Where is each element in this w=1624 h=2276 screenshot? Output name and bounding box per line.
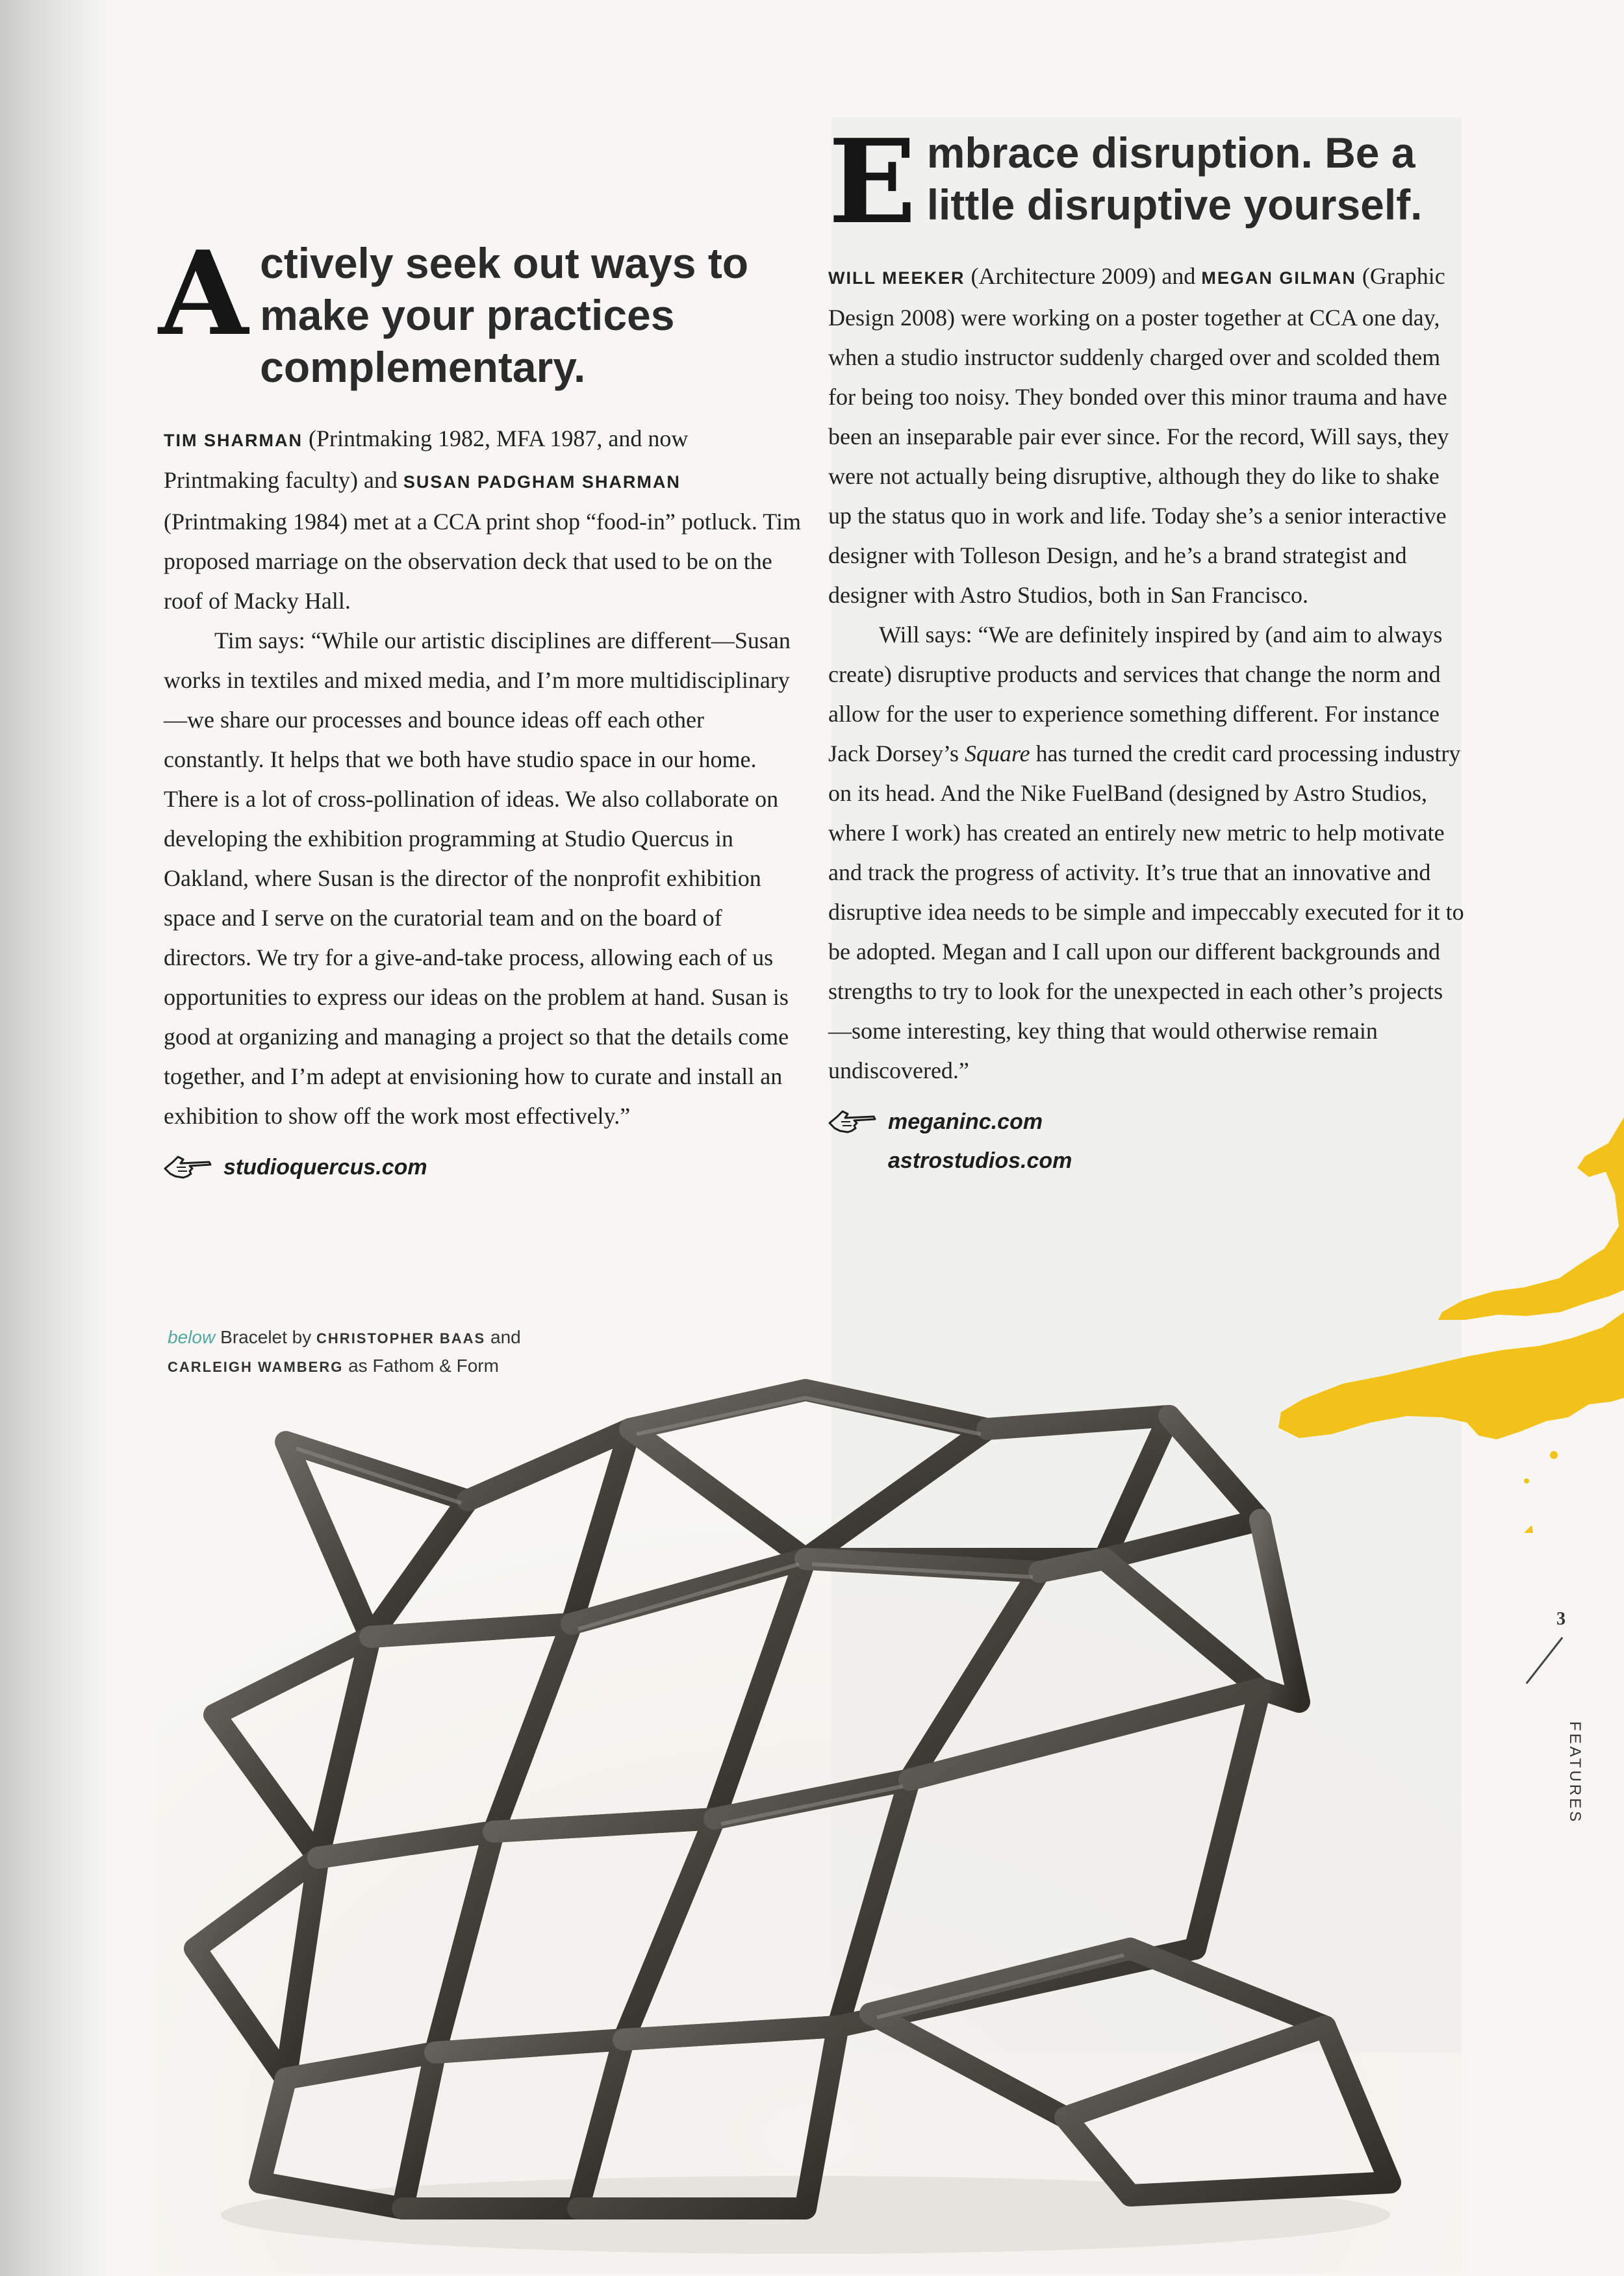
left-paragraph-2: Tim says: “While our artistic disciplines are different—Susan works in textiles and mixed media, and I’m more multidisciplinary—we share our processes and bounce ideas off each other constantly. It helps that we both have studio space in our home. There is a lot of cross-pollination of ideas. We also collaborate on developing the exhibition programming at Studio Quercus in Oakland, where Susan is the director of the nonprofit exhibition space and I serve on the curatorial team and on the board of directors. We try for a give-and-take process, allowing each of us opportunities to express our ideas on the problem at hand. Susan is good at organizing and managing a project so that the details come together, and I’m adept at envisioning how to curate and install an exhibition to show off the work most effectively.” [164,627,791,1129]
left-headline [159,225,804,393]
pointing-hand-icon [828,1106,878,1135]
left-body [164,419,804,1187]
right-p2-text-a: Will says: “We are definitely inspired by (and aim to always create) disruptive products and services that change the norm and allow for the user to experience something different. For instance Jack Dorsey’s [828,622,1443,766]
left-paragraph-1 [164,419,804,621]
left-weblinks [164,1148,804,1187]
folio-divider [1526,1637,1564,1684]
right-weblinks [828,1102,1465,1180]
left-p1-text-b: (Printmaking 1984) met at a CCA print shop “food-in” potluck. Tim proposed marriage on the observation deck that used to be on the roof of Macky Hall. [164,509,801,614]
article-left-column [159,225,804,1187]
right-p2-italic-square: Square [964,740,1030,766]
page-number: 3 [1556,1609,1566,1629]
pointing-hand-icon [164,1152,213,1180]
section-label: FEATURES [1566,1721,1584,1825]
caption-label: below [168,1327,216,1347]
right-body [828,257,1465,1180]
caption-text-b: and [485,1327,521,1347]
name-will-meeker: WILL MEEKER [828,268,965,288]
right-headline [828,114,1465,249]
right-headline-text: mbrace disruption. Be a little disruptive yourself. [926,129,1423,229]
name-tim-sharman: TIM SHARMAN [164,431,303,450]
left-headline-text: ctively seek out ways to make your practices complementary. [260,239,749,391]
link-studioquercus[interactable]: studioquercus.com [223,1155,427,1180]
left-dropcap: A [159,225,249,361]
right-p2-text-b: has turned the credit card processing industry on its head. And the Nike FuelBand (designed by Astro Studios, where I work) has created an entirely new metric to help motivate and track the progress of activity. It’s true that an innovative and disruptive idea needs to be simple and impeccably executed for it to be adopted. Megan and I call upon our different backgrounds and strengths to try to look for the unexpected in each other’s projects—some interesting, key thing that would otherwise remain undiscovered.” [828,740,1464,1083]
right-paragraph-1 [828,257,1465,615]
caption-artist-1: CHRISTOPHER BAAS [316,1330,486,1347]
right-p1-text-a: (Architecture 2009) and [965,263,1202,289]
caption-text-a: Bracelet by [220,1327,317,1347]
right-paragraph-2 [828,615,1465,1091]
name-susan-padgham-sharman: SUSAN PADGHAM SHARMAN [403,472,681,492]
link-astrostudios[interactable]: astrostudios.com [888,1148,1072,1173]
article-right-column [828,114,1465,1180]
left-p1-text-a: (Printmaking 1982, MFA 1987, and now Printmaking faculty) and [164,425,689,493]
bracelet-photo [156,1364,1462,2273]
name-megan-gilman: MEGAN GILMAN [1201,268,1356,288]
page-gutter-shadow [0,0,110,2276]
right-dropcap: E [828,114,917,249]
link-meganinc[interactable]: meganinc.com [888,1109,1043,1134]
right-p1-text-b: (Graphic Design 2008) were working on a poster together at CCA one day, when a studio instructor suddenly charged over and scolded them for being too noisy. They bonded over this minor trauma and have been an inseparable pair ever since. For the record, Will says, they were not actually being disruptive, although they do like to shake up the status quo in work and life. Today she’s a senior interactive designer with Tolleson Design, and he’s a brand strategist and designer with Astro Studios, both in San Francisco. [828,263,1449,608]
